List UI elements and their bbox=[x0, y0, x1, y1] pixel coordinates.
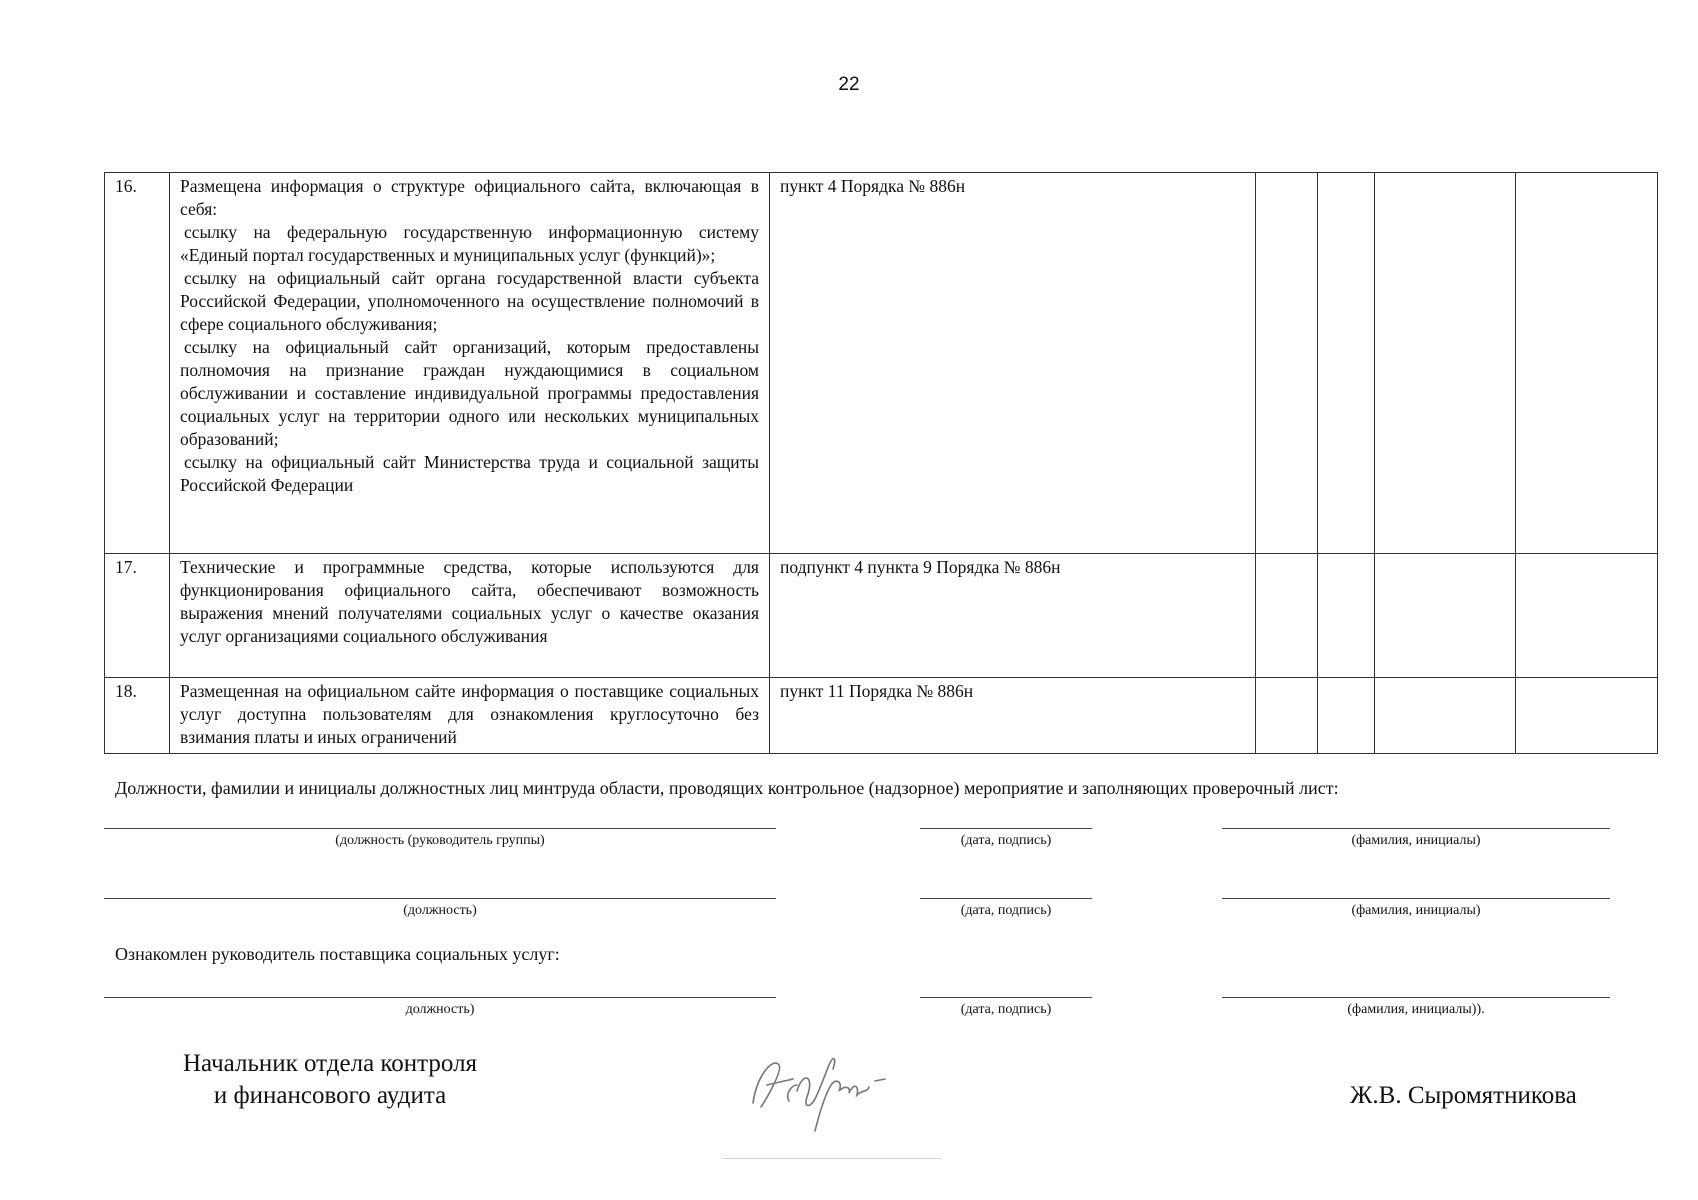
footer-divider bbox=[724, 1158, 940, 1159]
reference-cell: пункт 4 Порядка № 886н bbox=[770, 173, 1256, 554]
answer-cell[interactable] bbox=[1375, 173, 1516, 554]
table-row bbox=[105, 554, 1658, 678]
chief-title-line: и финансового аудита bbox=[213, 1082, 447, 1109]
requirement-text: ссылку на официальный сайт организаций, которым предоставлены полномочия на признание граждан нуждающимися в социальном обслуживании и составление индивидуальной программы предоставления социальных услуг на территории одного или нескольких муниципальных образований; bbox=[180, 337, 759, 449]
answer-cell[interactable] bbox=[1318, 678, 1375, 754]
requirement-text: Технические и программные средства, которые используются для функционирования официального сайта, обеспечивают возможность выражения мнений получателями социальных услуг о качестве оказания услуг организациями социального обслуживания bbox=[180, 557, 759, 646]
answer-cell[interactable] bbox=[1516, 554, 1658, 678]
row-number: 17. bbox=[105, 554, 170, 678]
checklist-table bbox=[104, 172, 1658, 754]
reference-cell: подпункт 4 пункта 9 Порядка № 886н bbox=[770, 554, 1256, 678]
table-row bbox=[105, 678, 1658, 754]
answer-cell[interactable] bbox=[1256, 554, 1318, 678]
name-line[interactable] bbox=[1222, 997, 1610, 998]
answer-cell[interactable] bbox=[1256, 678, 1318, 754]
acknowledged-caption: Ознакомлен руководитель поставщика социальных услуг: bbox=[115, 944, 560, 964]
name-line[interactable] bbox=[1222, 898, 1610, 899]
requirement-cell bbox=[170, 173, 770, 554]
date-signature-label: (дата, подпись) bbox=[960, 833, 1052, 848]
date-signature-label: (дата, подпись) bbox=[960, 903, 1052, 918]
requirement-text: Размещена информация о структуре официального сайта, включающая в себя: bbox=[180, 176, 759, 219]
row-number: 18. bbox=[105, 678, 170, 754]
reference-cell: пункт 11 Порядка № 886н bbox=[770, 678, 1256, 754]
requirement-text: ссылку на официальный сайт Министерства труда и социальной защиты Российской Федерации bbox=[180, 452, 759, 495]
answer-cell[interactable] bbox=[1375, 554, 1516, 678]
date-signature-line[interactable] bbox=[920, 828, 1092, 829]
date-signature-line[interactable] bbox=[920, 898, 1092, 899]
answer-cell[interactable] bbox=[1318, 173, 1375, 554]
position-label: должность) bbox=[405, 1002, 475, 1017]
handwritten-signature bbox=[745, 1035, 905, 1135]
requirement-cell bbox=[170, 678, 770, 754]
position-label: (должность (руководитель группы) bbox=[335, 833, 545, 848]
date-signature-line[interactable] bbox=[920, 997, 1092, 998]
answer-cell[interactable] bbox=[1516, 678, 1658, 754]
name-label: (фамилия, инициалы)). bbox=[1347, 1002, 1485, 1017]
answer-cell[interactable] bbox=[1516, 173, 1658, 554]
position-line[interactable] bbox=[104, 828, 776, 829]
chief-title bbox=[150, 1048, 510, 1112]
table-row bbox=[105, 173, 1658, 554]
officials-caption: Должности, фамилии и инициалы должностных лиц минтруда области, проводящих контрольное (надзорное) мероприятие и заполняющих проверочный лист: bbox=[115, 778, 1339, 798]
position-line[interactable] bbox=[104, 997, 776, 998]
answer-cell[interactable] bbox=[1318, 554, 1375, 678]
position-label: (должность) bbox=[403, 903, 477, 918]
name-label: (фамилия, инициалы) bbox=[1351, 903, 1481, 918]
chief-name: Ж.В. Сыромятникова bbox=[1350, 1082, 1577, 1109]
row-number: 16. bbox=[105, 173, 170, 554]
answer-cell[interactable] bbox=[1256, 173, 1318, 554]
requirement-text: Размещенная на официальном сайте информация о поставщике социальных услуг доступна пользователям для ознакомления круглосуточно без взимания платы и иных ограничений bbox=[180, 681, 759, 747]
page-number: 22 bbox=[838, 74, 860, 95]
requirement-text: ссылку на официальный сайт органа государственной власти субъекта Российской Федерации, уполномоченного на осуществление полномочий в сфере социального обслуживания; bbox=[180, 268, 759, 334]
answer-cell[interactable] bbox=[1375, 678, 1516, 754]
requirement-text: ссылку на федеральную государственную информационную систему «Единый портал государственных и муниципальных услуг (функций)»; bbox=[180, 222, 759, 265]
position-line[interactable] bbox=[104, 898, 776, 899]
chief-title-line: Начальник отдела контроля bbox=[182, 1050, 478, 1077]
name-line[interactable] bbox=[1222, 828, 1610, 829]
name-label: (фамилия, инициалы) bbox=[1351, 833, 1481, 848]
date-signature-label: (дата, подпись) bbox=[960, 1002, 1052, 1017]
requirement-cell bbox=[170, 554, 770, 678]
